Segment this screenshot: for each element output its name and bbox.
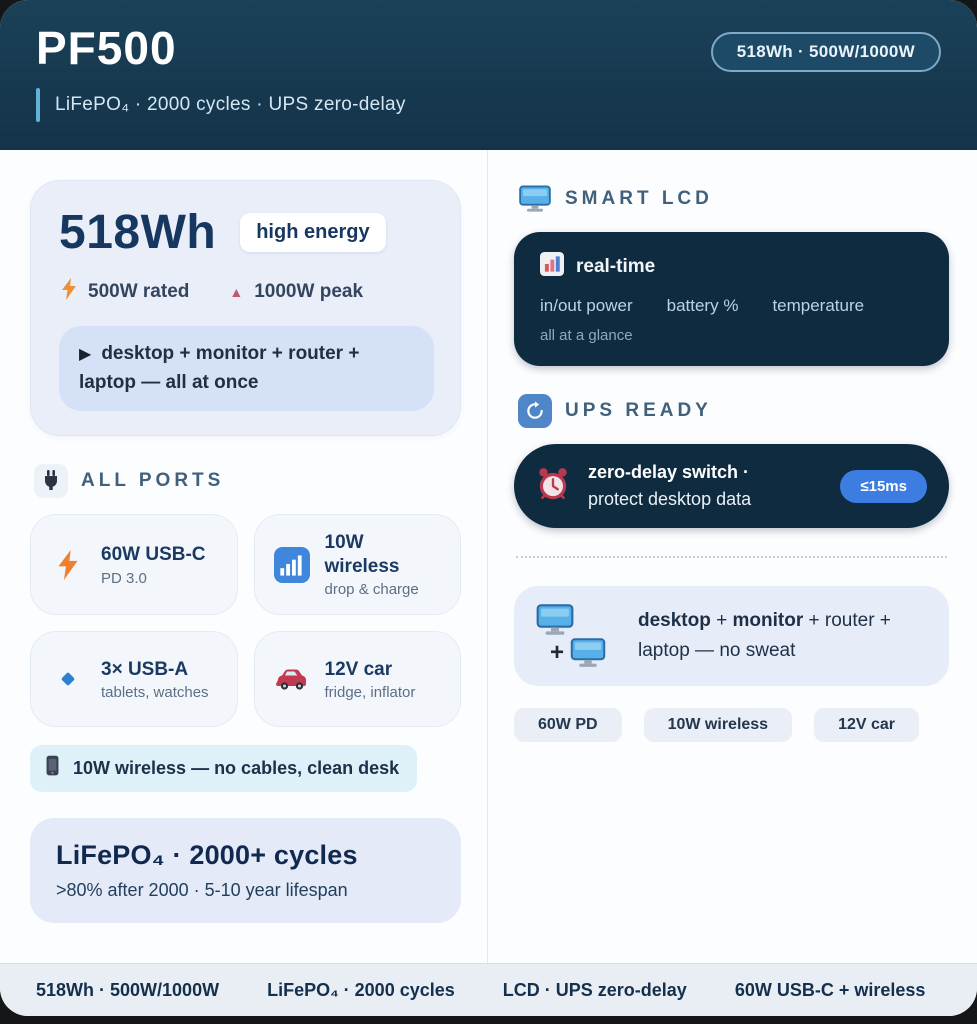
port-sub: drop & charge xyxy=(324,581,419,599)
lcd-card-title: real-time xyxy=(576,255,656,277)
usage-text xyxy=(638,606,925,667)
feature-pills xyxy=(514,708,949,742)
monitor-icon xyxy=(570,638,606,668)
ups-dark-card xyxy=(514,444,949,528)
all-ports-heading xyxy=(34,464,457,498)
capacity-hero-card xyxy=(30,180,461,436)
port-title: 12V car xyxy=(324,658,393,680)
port-sub: fridge, inflator xyxy=(324,684,416,702)
metric-in-out-power: in/out power xyxy=(540,296,633,315)
lightning-icon xyxy=(49,550,87,580)
peak-power xyxy=(229,278,363,306)
page-title: PF500 xyxy=(36,22,177,74)
smart-lcd-heading xyxy=(518,182,945,216)
port-card-usba xyxy=(30,631,238,727)
pill-60w-pd: 60W PD xyxy=(514,708,622,742)
footer-item-capacity: 518Wh · 500W/1000W xyxy=(36,979,220,1000)
peak-triangle-icon: ▲ xyxy=(229,284,244,300)
lcd-dark-card xyxy=(514,232,949,366)
ups-ready-heading xyxy=(518,394,945,428)
refresh-icon xyxy=(518,394,552,428)
latency-badge: ≤15ms xyxy=(840,470,927,503)
port-card-wireless xyxy=(254,514,462,616)
monitor-icon xyxy=(518,182,552,216)
subtitle-accent-bar xyxy=(36,88,40,122)
hero-usage-text: desktop + monitor + router + laptop — all at once xyxy=(79,343,360,394)
high-energy-tag: high energy xyxy=(240,213,385,252)
wireless-note-pill xyxy=(30,745,417,792)
port-title: 60W USB-C xyxy=(101,543,206,565)
port-card-12v xyxy=(254,631,462,727)
ups-line-bold: zero-delay switch · xyxy=(588,462,750,482)
usage-bold-monitor: monitor xyxy=(732,609,804,631)
phone-icon xyxy=(44,754,61,783)
usage-bold-desktop: desktop xyxy=(638,609,711,631)
play-icon: ▶ xyxy=(79,346,92,363)
all-ports-label: ALL PORTS xyxy=(81,469,225,491)
battery-title: LiFePO₄ · 2000+ cycles xyxy=(56,840,358,871)
ups-ready-label: UPS READY xyxy=(565,400,712,421)
peak-power-label: 1000W peak xyxy=(254,281,364,302)
header-subtitle: LiFePO₄ · 2000 cycles · UPS zero-delay xyxy=(55,94,406,116)
lightning-icon xyxy=(61,278,77,306)
alarm-clock-icon xyxy=(534,465,572,508)
plus-icon: + xyxy=(550,639,565,666)
pill-10w-wireless: 10W wireless xyxy=(644,708,793,742)
pill-12v-car: 12V car xyxy=(814,708,919,742)
smart-lcd-label: SMART LCD xyxy=(565,188,713,209)
capacity-value: 518Wh xyxy=(59,206,217,259)
port-title: 10W wireless xyxy=(324,531,400,577)
port-title: 3× USB-A xyxy=(101,658,189,680)
footer-summary-bar xyxy=(0,963,977,1016)
rated-power xyxy=(61,278,189,306)
chart-icon xyxy=(540,252,564,281)
diamond-icon xyxy=(49,669,87,689)
dotted-divider xyxy=(516,556,947,558)
wireless-note-text: 10W wireless — no cables, clean desk xyxy=(73,758,400,779)
metric-battery: battery % xyxy=(666,296,739,315)
port-sub: PD 3.0 xyxy=(101,569,147,587)
lcd-metrics xyxy=(540,296,923,316)
desktop-icons xyxy=(536,604,616,668)
header xyxy=(0,0,977,150)
rated-power-label: 500W rated xyxy=(88,281,190,302)
car-icon xyxy=(273,667,311,691)
monitor-icon xyxy=(536,604,574,636)
main-content xyxy=(0,150,977,963)
ups-line-rest: protect desktop data xyxy=(588,489,752,509)
footer-item-battery: LiFePO₄ · 2000 cycles xyxy=(267,979,455,1000)
footer-item-lcd-ups: LCD · UPS zero-delay xyxy=(502,979,687,1000)
battery-card xyxy=(30,818,461,923)
signal-bars-icon xyxy=(273,547,311,583)
left-column xyxy=(0,150,487,963)
port-card-usbc xyxy=(30,514,238,616)
usage-rest: + router + laptop — no sweat xyxy=(638,609,891,661)
plug-icon xyxy=(34,464,68,498)
metric-temperature: temperature xyxy=(772,296,865,315)
ports-grid xyxy=(30,514,461,728)
header-spec-badge: 518Wh · 500W/1000W xyxy=(711,32,941,72)
usage-card xyxy=(514,586,949,686)
lcd-footnote: all at a glance xyxy=(540,327,633,344)
right-column xyxy=(487,150,977,963)
footer-item-ports: 60W USB-C + wireless xyxy=(734,979,926,1000)
usage-sep: + xyxy=(710,609,733,631)
battery-sub: >80% after 2000 · 5-10 year lifespan xyxy=(56,880,348,901)
port-sub: tablets, watches xyxy=(101,684,209,702)
hero-usage-note xyxy=(59,326,434,411)
